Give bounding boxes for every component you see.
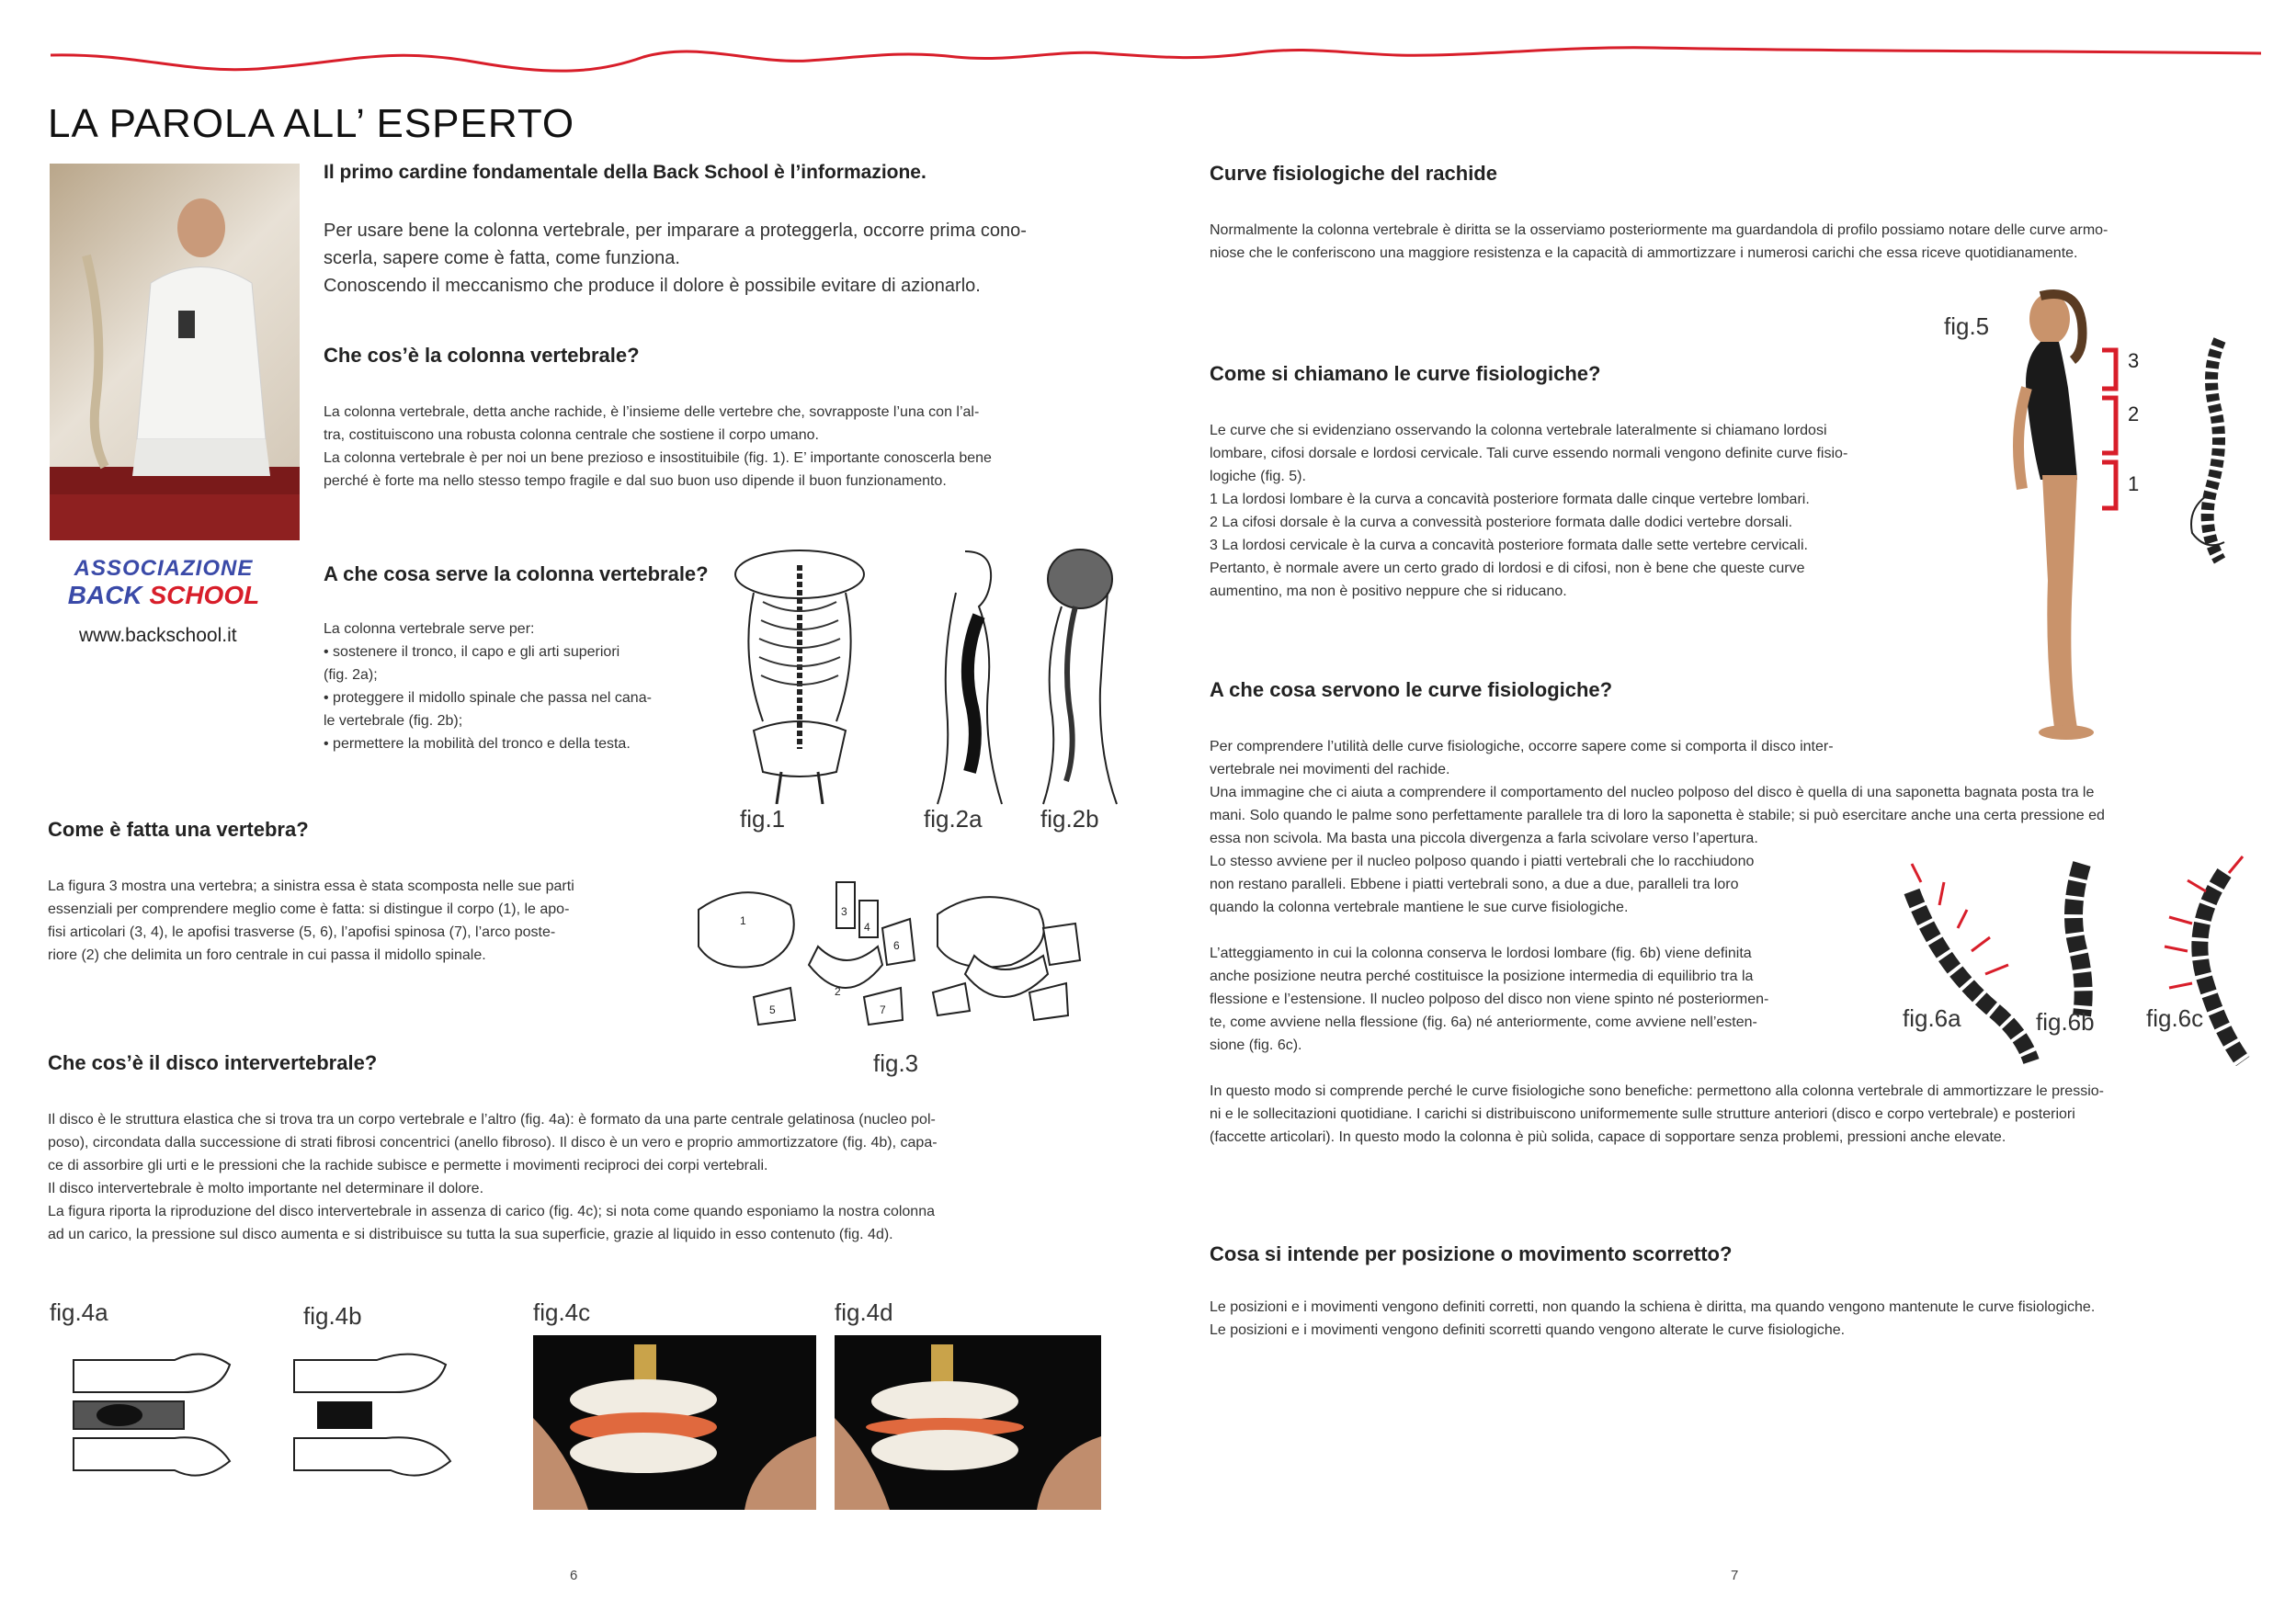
text-line: quando la colonna vertebrale mantiene le sue curve fisiologiche.: [1210, 900, 1629, 915]
fig5-curve-brackets: [2097, 347, 2125, 513]
fig6c-label: fig.6c: [2146, 1004, 2204, 1032]
text-line: Il disco intervertebrale è molto importante nel determinare il dolore.: [48, 1181, 484, 1196]
fig4a-disc-illustration: [64, 1342, 248, 1489]
text-line: [1210, 1057, 2267, 1080]
section-text-vertebra: [48, 875, 691, 967]
fig5-label: fig.5: [1944, 312, 1990, 340]
fig4b-disc-illustration: [285, 1342, 469, 1489]
text-line: logiche (fig. 5).: [1210, 469, 1306, 484]
text-line: perché è forte ma nello stesso tempo fragile e dal suo buon uso dipende il buon funzionamento.: [324, 473, 947, 489]
text-line: L’atteggiamento in cui la colonna conserva le lordosi lombare (fig. 6b) viene definita: [1210, 946, 1752, 961]
text-line: • proteggere il midollo spinale che passa nel cana-: [324, 690, 652, 706]
text-line: vertebrale nei movimenti del rachide.: [1210, 762, 1450, 777]
fig4b-label: fig.4b: [303, 1302, 362, 1330]
section-heading-colonna: Che cos’è la colonna vertebrale?: [324, 344, 640, 367]
text-line: La figura riporta la riproduzione del disco intervertebrale in assenza di carico (fig. 4c); si nota come quando esponiamo la nostra colonna: [48, 1204, 935, 1219]
intro-line: Per usare bene la colonna vertebrale, per imparare a proteggerla, occorre prima cono-: [324, 221, 1027, 241]
doctor-figure-icon: [50, 164, 300, 540]
fig3-number-2: 2: [835, 985, 841, 998]
fig3-number-4: 4: [864, 921, 870, 934]
fig2b-spinal-cord-illustration: [1034, 542, 1126, 809]
section-text-colonna: [324, 401, 1105, 493]
text-line: mani. Solo quando le palme sono perfettamente parallele tra di loro la saponetta è stabile; si può esercitare anche una certa pressione ed: [1210, 808, 2105, 823]
fig4c-photo: [533, 1335, 816, 1510]
text-line: tra, costituiscono una robusta colonna centrale che sostiene il corpo umano.: [324, 427, 819, 443]
text-line: essa non scivola. Ma basta una piccola divergenza a farla scivolare verso l’apertura.: [1210, 831, 1758, 846]
text-line: essenziali per comprendere meglio come è fatta: si distingue il corpo (1), le apo-: [48, 901, 570, 917]
text-line: In questo modo si comprende perché le curve fisiologiche sono benefiche: permettono alla colonna vertebrale di ammortizzare le pressio-: [1210, 1083, 2104, 1099]
logo-word-back: BACK: [67, 581, 142, 609]
header-wave-line: [0, 37, 2296, 92]
text-line: La colonna vertebrale, detta anche rachide, è l’insieme delle vertebre che, sovrapposte l’una con l’al-: [324, 404, 980, 420]
text-line: Le curve che si evidenziano osservando la colonna vertebrale lateralmente si chiamano lordosi: [1210, 423, 1827, 438]
text-line: 3 La lordosi cervicale è la curva a concavità posteriore formata dalle sette vertebre cervicali.: [1210, 538, 1808, 553]
text-line: Pertanto, è normale avere un certo grado di lordosi e di cifosi, non è bene che queste curve: [1210, 561, 1805, 576]
logo-line-association: ASSOCIAZIONE: [74, 556, 254, 581]
text-line: ad un carico, la pressione sul disco aumenta e si distribuisce su tutta la sua superficie, grazie al liquido in esso contenuto (fig. 4d).: [48, 1227, 893, 1242]
text-line: lombare, cifosi dorsale e lordosi cervicale. Tali curve essendo normali vengono definite curve fisio-: [1210, 446, 1848, 461]
fig6c-extension-illustration: [2142, 855, 2279, 1066]
intro-paragraph: [324, 217, 1105, 300]
text-line: 2 La cifosi dorsale è la curva a convessità posteriore formata dalle dodici vertebre dorsali.: [1210, 515, 1793, 530]
text-line: Il disco è le struttura elastica che si trova tra un corpo vertebrale e l’altro (fig. 4a): è formato da una parte centrale gelatinosa (nucleo pol-: [48, 1112, 936, 1128]
curve-label-lumbar: 1: [2128, 472, 2140, 495]
fig4a-label: fig.4a: [50, 1298, 108, 1326]
text-line: La figura 3 mostra una vertebra; a sinistra essa è stata scomposta nelle sue parti: [48, 879, 574, 894]
fig3-number-6: 6: [893, 939, 900, 952]
logo-url[interactable]: www.backschool.it: [79, 625, 237, 646]
curve-label-dorsal: 2: [2128, 402, 2140, 425]
logo-word-school: SCHOOL: [149, 581, 260, 609]
text-line: te, come avviene nella flessione (fig. 6a) né anteriormente, come avviene nell’esten-: [1210, 1015, 1757, 1030]
fig5-spine-side-illustration: [2169, 335, 2252, 565]
text-line: Le posizioni e i movimenti vengono definiti corretti, non quando la schiena è diritta, ma quando vengono mantenute le curve fisiologiche.: [1210, 1299, 2096, 1315]
fig3-number-5: 5: [769, 1003, 776, 1016]
fig4c-label: fig.4c: [533, 1298, 591, 1326]
curve-label-cervical: 3: [2128, 349, 2140, 372]
text-line: (fig. 2a);: [324, 667, 378, 683]
fig6a-label: fig.6a: [1903, 1004, 1961, 1032]
text-line: • sostenere il tronco, il capo e gli arti superiori: [324, 644, 620, 660]
section-heading-vertebra: Come è fatta una vertebra?: [48, 818, 309, 841]
text-line: (faccette articolari). In questo modo la colonna è più solida, capace di sopportare senza problemi, pressioni anche elevate.: [1210, 1129, 2006, 1145]
text-line: ce di assorbire gli urti e le pressioni che la rachide subisce e permette i movimenti reciproci dei corpi vertebrali.: [48, 1158, 768, 1173]
fig6a-flexion-illustration: [1884, 855, 2040, 1066]
text-line: La colonna vertebrale è per noi un bene prezioso e insostituibile (fig. 1). E’ importante conoscerla bene: [324, 450, 992, 466]
page-number-left: 6: [570, 1568, 578, 1583]
fig4d-label: fig.4d: [835, 1298, 893, 1326]
section-heading-disco: Che cos’è il disco intervertebrale?: [48, 1051, 378, 1074]
text-line: • permettere la mobilità del tronco e della testa.: [324, 736, 631, 752]
fig6b-label: fig.6b: [2036, 1008, 2095, 1036]
fig2b-label: fig.2b: [1040, 805, 1099, 833]
intro-heading: Il primo cardine fondamentale della Back School è l’informazione.: [324, 162, 926, 183]
fig6b-neutral-illustration: [2040, 855, 2123, 1020]
page-number-right: 7: [1731, 1568, 1739, 1583]
section-text-chiamano: [1210, 419, 1972, 603]
intro-line: scerla, sapere come è fatta, come funziona.: [324, 248, 680, 268]
text-line: Le posizioni e i movimenti vengono definiti scorretti quando vengono alterate le curve fisiologiche.: [1210, 1322, 1846, 1338]
fig5-woman-profile-photo: [1976, 287, 2114, 746]
text-line: Normalmente la colonna vertebrale è diritta se la osserviamo posteriormente ma guardandola di profilo possiamo notare delle curve armo-: [1210, 222, 2108, 238]
text-line: fisi articolari (3, 4), le apofisi trasverse (5, 6), l’apofisi spinosa (7), l’arco poste-: [48, 924, 556, 940]
text-line: flessione e l’estensione. Il nucleo polposo del disco non viene spinto né posteriormen-: [1210, 992, 1769, 1007]
fig2a-label: fig.2a: [924, 805, 983, 833]
fig2a-spine-silhouette-illustration: [928, 542, 1011, 809]
section-heading-servono: A che cosa servono le curve fisiologiche?: [1210, 678, 1613, 701]
association-logo: [50, 556, 278, 622]
fig3-number-7: 7: [880, 1003, 886, 1016]
text-line: Lo stesso avviene per il nucleo polposo quando i piatti vertebrali che lo racchiudono: [1210, 854, 1755, 869]
doctor-photo: [50, 164, 300, 540]
text-line: sione (fig. 6c).: [1210, 1037, 1302, 1053]
fig3-vertebra-diagram: [689, 873, 1103, 1029]
section-heading-scorretto: Cosa si intende per posizione o movimento scorretto?: [1210, 1242, 1733, 1265]
text-line: non restano paralleli. Ebbene i piatti vertebrali sono, a due a due, paralleli tra loro: [1210, 877, 1739, 892]
fig4d-photo: [835, 1335, 1101, 1510]
section-heading-chiamano: Come si chiamano le curve fisiologiche?: [1210, 362, 1601, 385]
section-text-scorretto: [1210, 1296, 2267, 1342]
section-text-disco: [48, 1108, 1114, 1246]
text-line: aumentino, ma non è positivo neppure che si riducano.: [1210, 584, 1567, 599]
section-text-curve: [1210, 219, 2267, 265]
section-heading-serve: A che cosa serve la colonna vertebrale?: [324, 562, 709, 585]
text-line: ni e le sollecitazioni quotidiane. I carichi si distribuiscono uniformemente sulle strutture anteriori (disco e corpo vertebrale) e posteriori: [1210, 1106, 2075, 1122]
section-heading-curve: Curve fisiologiche del rachide: [1210, 162, 1497, 185]
fig1-skeleton-illustration: [726, 547, 873, 804]
intro-line: Conoscendo il meccanismo che produce il dolore è possibile evitare di azionarlo.: [324, 276, 981, 296]
section-text-serve: [324, 618, 710, 755]
text-line: La colonna vertebrale serve per:: [324, 621, 535, 637]
fig3-number-1: 1: [740, 914, 746, 927]
text-line: le vertebrale (fig. 2b);: [324, 713, 463, 729]
text-line: Una immagine che ci aiuta a comprendere il comportamento del nucleo polposo del disco è quella di una saponetta bagnata posta tra le: [1210, 785, 2095, 800]
text-line: anche posizione neutra perché costituisce la posizione intermedia di equilibrio tra la: [1210, 969, 1754, 984]
fig3-number-3: 3: [841, 905, 847, 918]
text-line: riore (2) che delimita un foro centrale in cui passa il midollo spinale.: [48, 947, 486, 963]
text-line: 1 La lordosi lombare è la curva a concavità posteriore formata dalle cinque vertebre lombari.: [1210, 492, 1810, 507]
text-line: poso), circondata dalla successione di strati fibrosi concentrici (anello fibroso). Il disco è un vero e proprio ammortizzatore (fig. 4b), capa-: [48, 1135, 938, 1151]
text-line: Per comprendere l’utilità delle curve fisiologiche, occorre sapere come si comporta il disco inter-: [1210, 739, 1834, 754]
text-line: niose che le conferiscono una maggiore resistenza e la capacità di ammortizzare i numerosi carichi che essa riceve quotidianamente.: [1210, 245, 2078, 261]
page-title: LA PAROLA ALL’ ESPERTO: [48, 101, 575, 146]
fig3-label: fig.3: [873, 1049, 919, 1077]
fig1-label: fig.1: [740, 805, 786, 833]
